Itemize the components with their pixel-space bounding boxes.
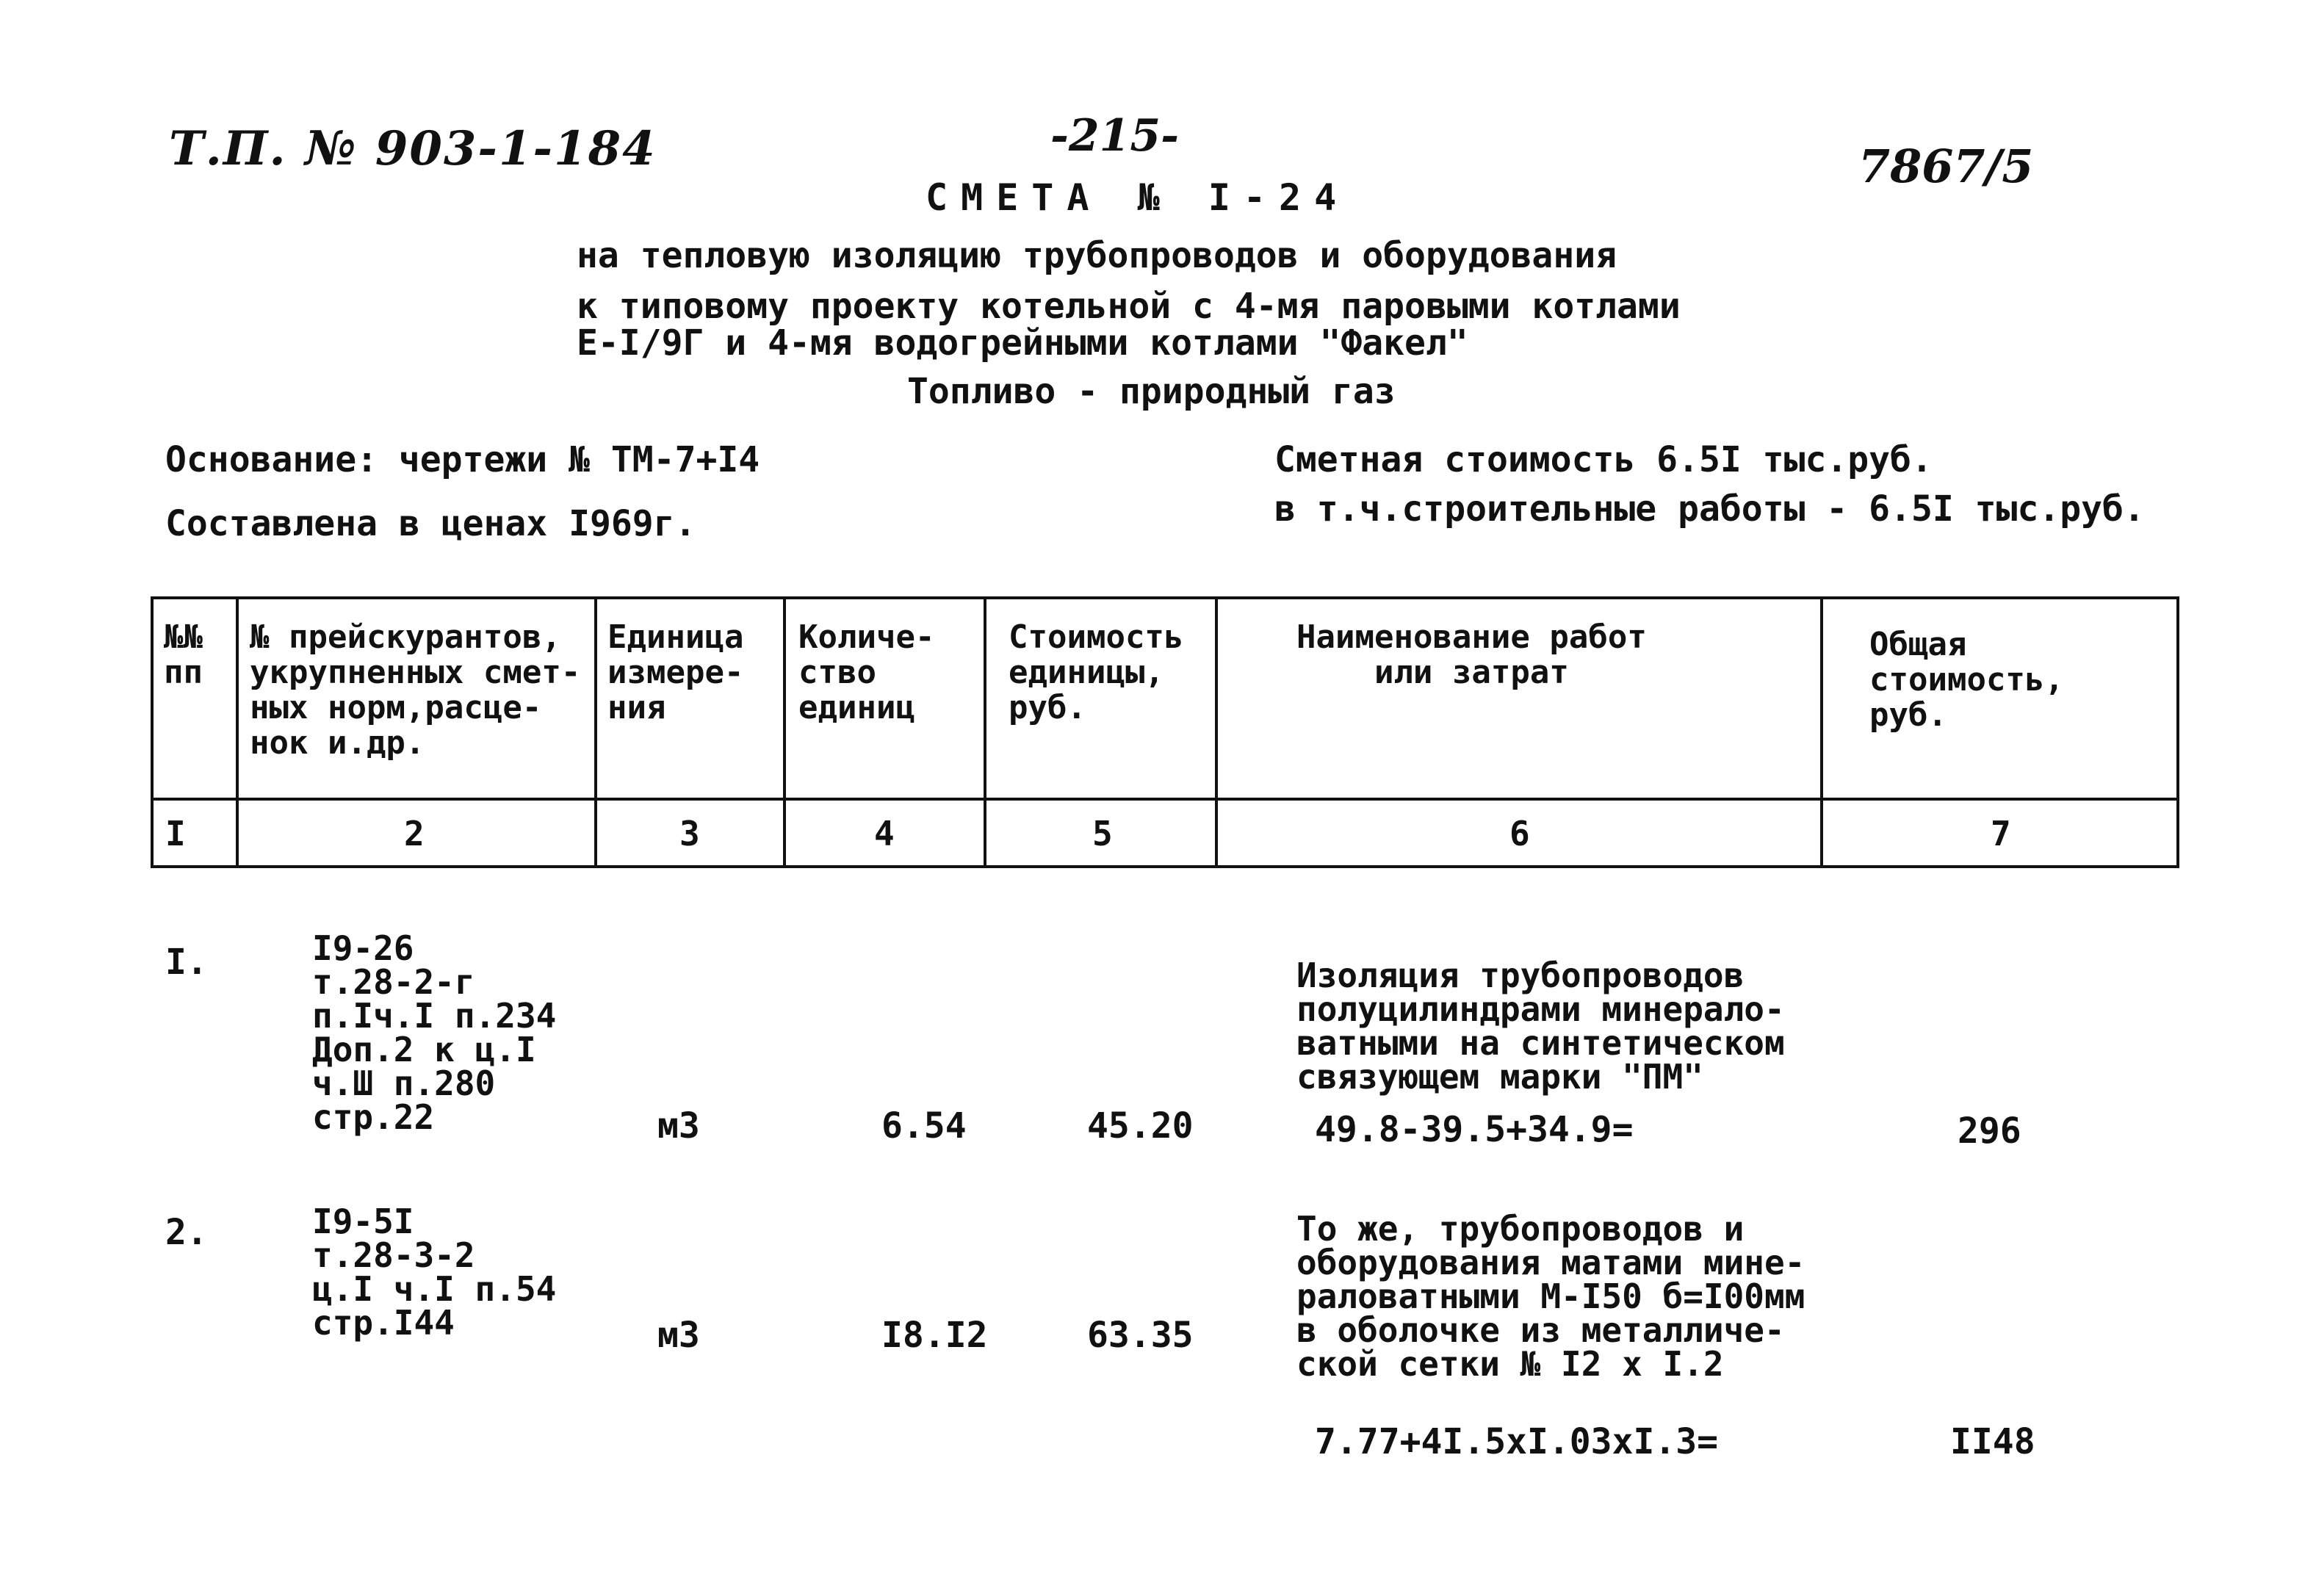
subtitle-line-2b: Е-I/9Г и 4-мя водогрейными котлами "Факел" xyxy=(577,322,1468,364)
row-2-description: То же, трубопроводов и оборудования матами мине- раловатными М-I50 б=I00мм в оболочке из металличе- ской сетки № I2 х I.2 xyxy=(1296,1209,1805,1384)
row-2-formula: 7.77+4I.5хI.03хI.3= xyxy=(1315,1421,1719,1462)
row-1-unit: м3 xyxy=(657,1105,700,1147)
document-title: СМЕТА № I-24 xyxy=(926,176,1350,219)
construction-works-text: в т.ч.строительные работы - 6.5I тыс.руб. xyxy=(1274,488,2145,530)
row-2-quantity: I8.I2 xyxy=(881,1315,988,1356)
row-1-formula: 49.8-39.5+34.9= xyxy=(1315,1109,1634,1150)
fuel-line: Топливо - природный газ xyxy=(907,371,1396,412)
header-col-4: Количе- ство единиц xyxy=(798,618,935,726)
estimate-table-header xyxy=(151,593,2182,873)
row-2-total: II48 xyxy=(1950,1421,2035,1462)
row-1-number: I. xyxy=(165,942,208,983)
header-col-6: Наименование работ или затрат xyxy=(1296,618,1647,691)
col-number-4: 4 xyxy=(874,814,895,853)
header-col-2: № прейскурантов, укрупненных смет- ных норм,расце- нок и.др. xyxy=(250,618,581,762)
col-number-7: 7 xyxy=(1991,814,2011,853)
row-1-reference: I9-26 т.28-2-г п.Iч.I п.234 Доп.2 к ц.I ч.Ш п.280 стр.22 xyxy=(312,928,557,1137)
row-1-description: Изоляция трубопроводов полуцилиндрами минерало- ватными на синтетическом связующем марки "ПМ" xyxy=(1296,956,1785,1097)
document-number-handwritten: 7867/5 xyxy=(1858,140,2034,193)
header-col-1: №№ пп xyxy=(164,618,203,691)
row-2-number: 2. xyxy=(165,1212,208,1253)
row-1-total: 296 xyxy=(1958,1111,2021,1152)
page-number-handwritten: -215- xyxy=(1050,110,1180,162)
col-number-2: 2 xyxy=(404,814,425,853)
col-number-1: I xyxy=(165,814,186,853)
header-col-3: Единица измере- ния xyxy=(607,618,744,726)
col-number-3: 3 xyxy=(679,814,700,853)
subtitle-line-1: на тепловую изоляцию трубопроводов и оборудования xyxy=(577,235,1617,276)
composed-prices-text: Составлена в ценах I969г. xyxy=(165,503,696,544)
project-number-handwritten: Т.П. № 903-1-184 xyxy=(169,121,657,176)
row-1-unit-cost: 45.20 xyxy=(1087,1105,1194,1147)
row-1-quantity: 6.54 xyxy=(881,1105,967,1147)
col-number-5: 5 xyxy=(1092,814,1113,853)
estimate-cost-text: Сметная стоимость 6.5I тыс.руб. xyxy=(1274,439,1933,480)
row-2-unit-cost: 63.35 xyxy=(1087,1315,1194,1356)
subtitle-line-2a: к типовому проекту котельной с 4-мя паровыми котлами xyxy=(577,286,1681,327)
header-col-7: Общая стоимость, руб. xyxy=(1869,626,2064,734)
subtitle-line-2 xyxy=(577,286,1681,364)
basis-text: Основание: чертежи № ТМ-7+I4 xyxy=(165,439,760,480)
row-2-reference: I9-5I т.28-3-2 ц.I ч.I п.54 стр.I44 xyxy=(312,1202,557,1343)
col-number-6: 6 xyxy=(1509,814,1530,853)
header-col-5: Стоимость единицы, руб. xyxy=(1009,618,1184,726)
row-2-unit: м3 xyxy=(657,1315,700,1356)
